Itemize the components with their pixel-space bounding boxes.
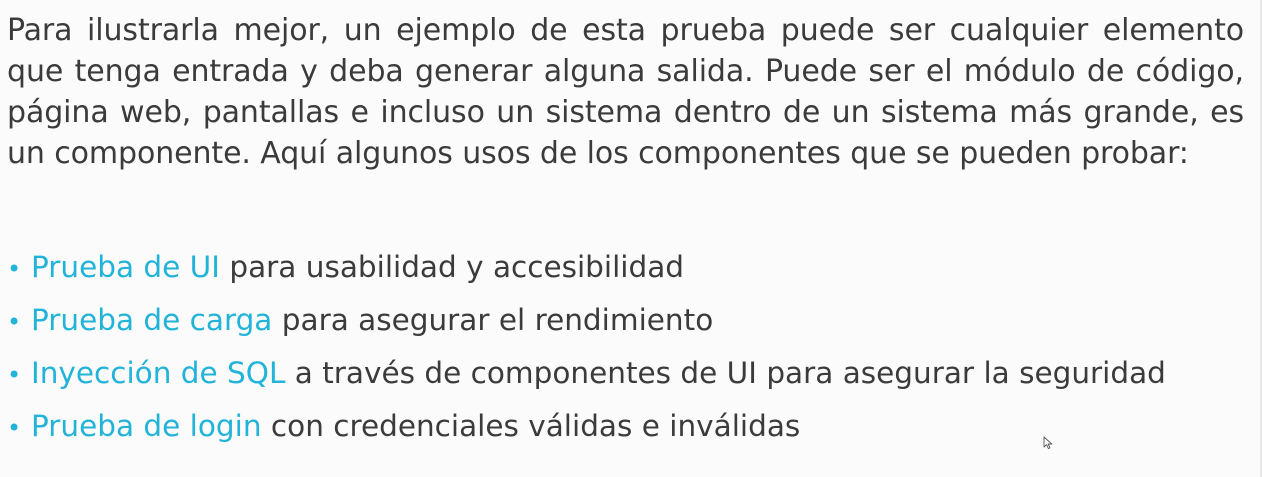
bullet-highlight: Prueba de UI — [31, 250, 220, 284]
bullet-item-ui-test — [7, 242, 1244, 295]
bullet-item-load-test — [7, 295, 1244, 348]
mouse-pointer-icon — [1043, 436, 1055, 450]
bullet-text: a través de componentes de UI para asegurar la seguridad — [285, 356, 1166, 390]
bullet-dot: • — [7, 361, 22, 389]
bullet-dot: • — [7, 308, 22, 336]
bullet-text: para usabilidad y accesibilidad — [219, 250, 685, 284]
bullet-text: para asegurar el rendimiento — [272, 303, 714, 337]
bullet-item-login-test — [7, 401, 1244, 454]
bullet-dot: • — [7, 414, 22, 442]
bullet-item-sql-injection — [7, 348, 1244, 401]
bullet-dot: • — [7, 255, 22, 283]
bullet-text: con credenciales válidas e inválidas — [261, 409, 801, 443]
bullet-highlight: Prueba de carga — [31, 303, 273, 337]
intro-paragraph: Para ilustrarla mejor, un ejemplo de esta prueba puede ser cualquier elemento que tenga entrada y deba generar alguna salida. Puede ser el módulo de código, página web, pantallas e incluso un sistema dentro de un sistema más grande, es un componente. Aquí algunos usos de los componentes que se pueden probar: — [7, 13, 1244, 171]
bullet-highlight: Prueba de login — [31, 409, 262, 443]
bullet-list — [7, 242, 1244, 454]
bullet-highlight: Inyección de SQL — [31, 356, 286, 390]
